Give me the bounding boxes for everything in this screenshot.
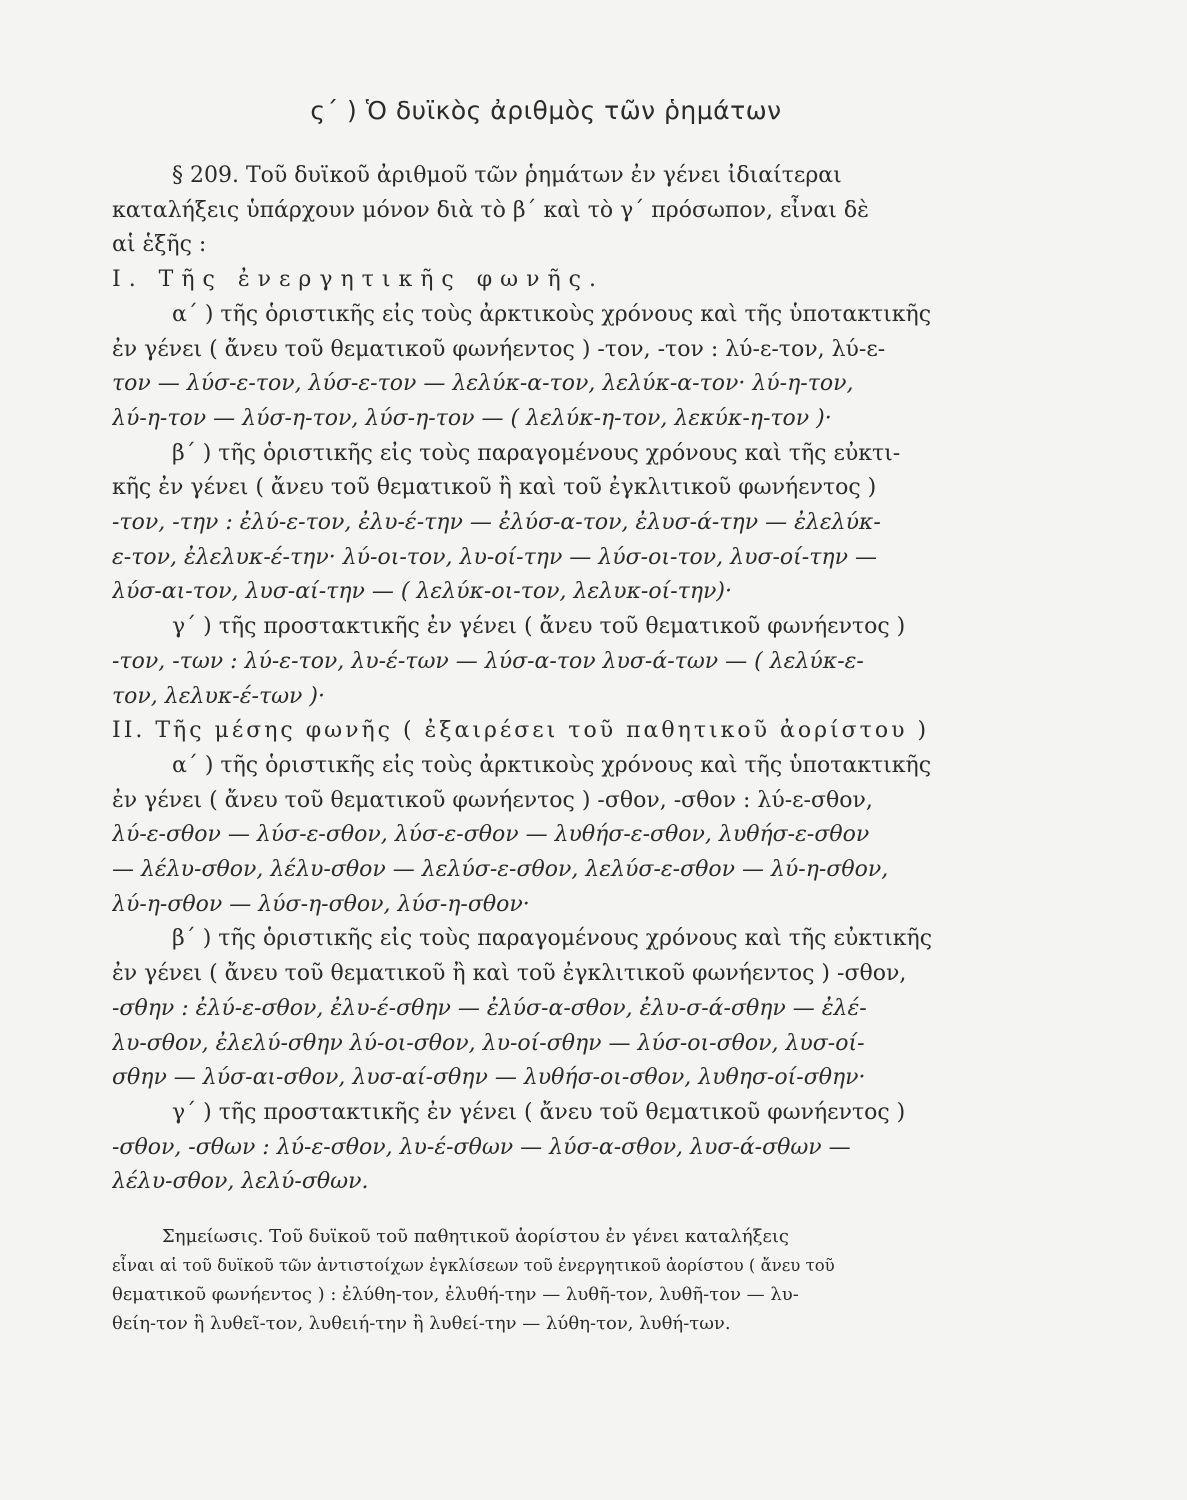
text-line: β΄ ) τῆς ὁριστικῆς εἰς τοὺς παραγομένους χρόνους καὶ τῆς εὐκτικῆς — [172, 926, 933, 952]
note-line: εἶναι αἱ τοῦ δυϊκοῦ τῶν ἀντιστοίχων ἐγκλίσεων τοῦ ἐνεργητικοῦ ἀορίστου ( ἄνευ τοῦ — [112, 1256, 835, 1276]
text-line: — λέλυ-σθον, λέλυ-σθον — λελύσ-ε-σθον, λελύσ-ε-σθον — λύ-η-σθον, — [112, 857, 889, 883]
footnote — [112, 1222, 960, 1338]
note-line: Σημείωσις. Τοῦ δυϊκοῦ τοῦ παθητικοῦ ἀορίστου ἐν γένει καταλήξεις — [162, 1226, 789, 1248]
text-line: I. Τῆς ἐνεργητικῆς φωνῆς. — [112, 267, 604, 293]
text-line: β΄ ) τῆς ὁριστικῆς εἰς τοὺς παραγομένους χρόνους καὶ τῆς εὐκτι- — [172, 440, 901, 466]
note-line: θεματικοῦ φωνήεντος ) : ἐλύθη-τον, ἐλυθή-την — λυθῆ-τον, λυθῆ-τον — λυ- — [112, 1284, 799, 1306]
section-title: ς΄ ) Ὁ δυϊκὸς ἀριθμὸς τῶν ῥημάτων — [310, 96, 782, 125]
text-line: ἐν γένει ( ἄνευ τοῦ θεματικοῦ φωνήεντος ) -τον, -τον : λύ-ε-τον, λύ-ε- — [112, 336, 886, 362]
text-line: τον — λύσ-ε-τον, λύσ-ε-τον — λελύκ-α-τον, λελύκ-α-τον· λύ-η-τον, — [112, 371, 854, 397]
text-line: γ΄ ) τῆς προστακτικῆς ἐν γένει ( ἄνευ τοῦ θεματικοῦ φωνήεντος ) — [172, 1099, 906, 1125]
note-line: θείη-τον ἢ λυθεῖ-τον, λυθειή-την ἢ λυθεί-την — λύθη-τον, λυθή-των. — [112, 1313, 731, 1335]
text-line: λύ-η-τον — λύσ-η-τον, λύσ-η-τον — ( λελύκ-η-τον, λεκύκ-η-τον )· — [112, 405, 832, 431]
text-line: α΄ ) τῆς ὁριστικῆς εἰς τοὺς ἀρκτικοὺς χρόνους καὶ τῆς ὑποτακτικῆς — [172, 301, 932, 327]
text-line: λύ-ε-σθον — λύσ-ε-σθον, λύσ-ε-σθον — λυθήσ-ε-σθον, λυθήσ-ε-σθον — [112, 822, 870, 848]
text-line: τον, λελυκ-έ-των )· — [112, 683, 325, 709]
text-line: -τον, -των : λύ-ε-τον, λυ-έ-των — λύσ-α-τον λυσ-ά-των — ( λελύκ-ε- — [112, 648, 864, 674]
text-line: καταλήξεις ὑπάρχουν μόνον διὰ τὸ β΄ καὶ τὸ γ΄ πρόσωπον, εἶναι δὲ — [112, 197, 869, 223]
main-text — [112, 159, 960, 1200]
text-line: § 209. Τοῦ δυϊκοῦ ἀριθμοῦ τῶν ῥημάτων ἐν γένει ἰδιαίτεραι — [172, 163, 842, 188]
text-line: ε-τον, ἐλελυκ-έ-την· λύ-οι-τον, λυ-οί-την — λύσ-οι-τον, λυσ-οί-την — — [112, 544, 877, 570]
text-line: α΄ ) τῆς ὁριστικῆς εἰς τοὺς ἀρκτικοὺς χρόνους καὶ τῆς ὑποτακτικῆς — [172, 752, 932, 778]
text-line: σθην — λύσ-αι-σθον, λυσ-αί-σθην — λυθήσ-οι-σθον, λυθησ-οί-σθην· — [112, 1065, 866, 1091]
text-line: γ΄ ) τῆς προστακτικῆς ἐν γένει ( ἄνευ τοῦ θεματικοῦ φωνήεντος ) — [172, 614, 906, 640]
page — [112, 96, 960, 1338]
text-line: ἐν γένει ( ἄνευ τοῦ θεματικοῦ ἢ καὶ τοῦ ἐγκλιτικοῦ φωνήεντος ) -σθον, — [112, 961, 907, 987]
text-line: II. Τῆς μέσης φωνῆς ( ἐξαιρέσει τοῦ παθητικοῦ ἀορίστου ) — [112, 718, 930, 744]
text-line: λέλυ-σθον, λελύ-σθων. — [112, 1169, 369, 1195]
text-line: κῆς ἐν γένει ( ἄνευ τοῦ θεματικοῦ ἢ καὶ τοῦ ἐγκλιτικοῦ φωνήεντος ) — [112, 475, 877, 501]
text-line: λύ-η-σθον — λύσ-η-σθον, λύσ-η-σθον· — [112, 891, 530, 917]
text-line: -τον, -την : ἐλύ-ε-τον, ἐλυ-έ-την — ἐλύσ-α-τον, ἐλυσ-ά-την — ἐλελύκ- — [112, 510, 881, 536]
text-line: αἱ ἑξῆς : — [112, 232, 207, 258]
text-line: -σθον, -σθων : λύ-ε-σθον, λυ-έ-σθων — λύσ-α-σθον, λυσ-ά-σθων — — [112, 1134, 851, 1160]
text-line: -σθην : ἐλύ-ε-σθον, ἐλυ-έ-σθην — ἐλύσ-α-σθον, ἐλυ-σ-ά-σθην — ἐλέ- — [112, 995, 867, 1021]
text-line: λύσ-αι-τον, λυσ-αί-την — ( λελύκ-οι-τον, λελυκ-οί-την)· — [112, 579, 732, 605]
text-line: λυ-σθον, ἐλελύ-σθην λύ-οι-σθον, λυ-οί-σθην — λύσ-οι-σθον, λυσ-οί- — [112, 1030, 865, 1056]
text-line: ἐν γένει ( ἄνευ τοῦ θεματικοῦ φωνήεντος ) -σθον, -σθον : λύ-ε-σθον, — [112, 787, 873, 813]
